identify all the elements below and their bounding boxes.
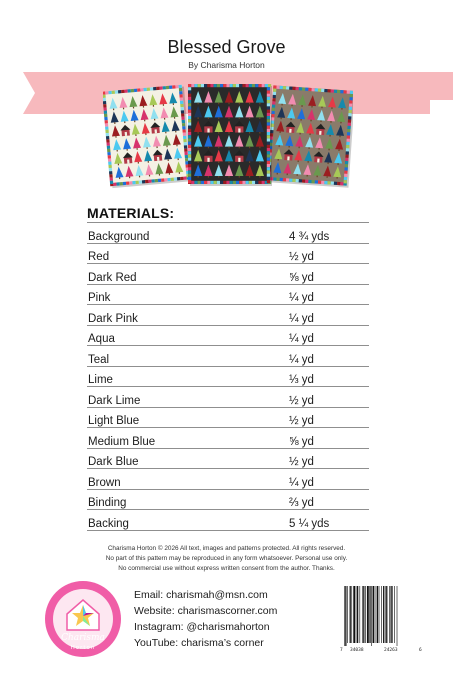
- material-row: [87, 428, 369, 449]
- contact-instagram[interactable]: Instagram: @charismahorton: [134, 621, 270, 633]
- material-row: [87, 346, 369, 367]
- material-quantity: ¼ yd: [289, 305, 369, 326]
- material-row: [87, 325, 369, 346]
- material-quantity: 5 ¼ yds: [289, 510, 369, 531]
- material-quantity: ½ yd: [289, 243, 369, 264]
- material-row: [87, 264, 369, 285]
- material-quantity: ⅓ yd: [289, 366, 369, 387]
- page-title: Blessed Grove: [167, 37, 286, 57]
- contact-list: [134, 587, 277, 651]
- material-row: [87, 387, 369, 408]
- contact-email[interactable]: Email: charismah@msn.com: [134, 589, 268, 601]
- material-row: [87, 366, 369, 387]
- contact-youtube[interactable]: YouTube: charisma’s corner: [134, 637, 264, 649]
- barcode-digit-right: 6: [419, 648, 422, 653]
- quilt-brown: [267, 85, 353, 187]
- material-name: Medium Blue: [87, 428, 289, 449]
- material-row: [87, 305, 369, 326]
- barcode: [339, 584, 424, 654]
- material-quantity: ½ yd: [289, 448, 369, 469]
- material-row: [87, 407, 369, 428]
- material-quantity: ½ yd: [289, 387, 369, 408]
- material-name: Teal: [87, 346, 289, 367]
- material-name: Dark Lime: [87, 387, 289, 408]
- material-quantity: ¼ yd: [289, 284, 369, 305]
- logo-text-line1: Charisma: [61, 633, 105, 643]
- material-name: Dark Pink: [87, 305, 289, 326]
- material-name: Light Blue: [87, 407, 289, 428]
- copyright-line: No part of this pattern may be reproduced in any form whatsoever. Personal use only.: [105, 555, 348, 562]
- author-byline: By Charisma Horton: [188, 60, 265, 70]
- quilt-black: [188, 84, 272, 186]
- logo-text-line2: Horton: [70, 645, 96, 651]
- material-quantity: ⅝ yd: [289, 428, 369, 449]
- barcode-digit-left: 7: [340, 648, 343, 653]
- copyright-line: No commercial use without express written consent from the author. Thanks.: [118, 565, 335, 572]
- material-quantity: ⅝ yd: [289, 264, 369, 285]
- barn-star-logo: [44, 580, 122, 658]
- contact-website[interactable]: Website: charismascorner.com: [134, 605, 278, 617]
- material-name: Binding: [87, 489, 289, 510]
- material-name: Brown: [87, 469, 289, 490]
- material-row: [87, 448, 369, 469]
- material-quantity: ½ yd: [289, 407, 369, 428]
- copyright-notice: [10, 544, 443, 574]
- material-name: Dark Blue: [87, 448, 289, 469]
- material-row: [87, 223, 369, 244]
- material-quantity: 4 ¾ yds: [289, 223, 369, 244]
- material-name: Aqua: [87, 325, 289, 346]
- material-name: Lime: [87, 366, 289, 387]
- material-quantity: ¼ yd: [289, 325, 369, 346]
- material-row: [87, 510, 369, 531]
- materials-table: [87, 222, 369, 531]
- material-row: [87, 243, 369, 264]
- material-row: [87, 469, 369, 490]
- material-row: [87, 284, 369, 305]
- material-name: Red: [87, 243, 289, 264]
- materials-heading: MATERIALS:: [87, 205, 175, 221]
- material-name: Backing: [87, 510, 289, 531]
- material-name: Pink: [87, 284, 289, 305]
- material-quantity: ⅔ yd: [289, 489, 369, 510]
- barcode-digits-1: 34038: [350, 648, 364, 653]
- material-name: Background: [87, 223, 289, 244]
- copyright-line: Charisma Horton © 2026 All text, images and patterns protected. All rights reserved.: [107, 545, 346, 552]
- material-quantity: ¼ yd: [289, 469, 369, 490]
- material-name: Dark Red: [87, 264, 289, 285]
- material-quantity: ¼ yd: [289, 346, 369, 367]
- quilt-images: [103, 80, 353, 195]
- barcode-digits-2: 24263: [384, 648, 398, 653]
- quilt-cream: [103, 85, 192, 189]
- material-row: [87, 489, 369, 510]
